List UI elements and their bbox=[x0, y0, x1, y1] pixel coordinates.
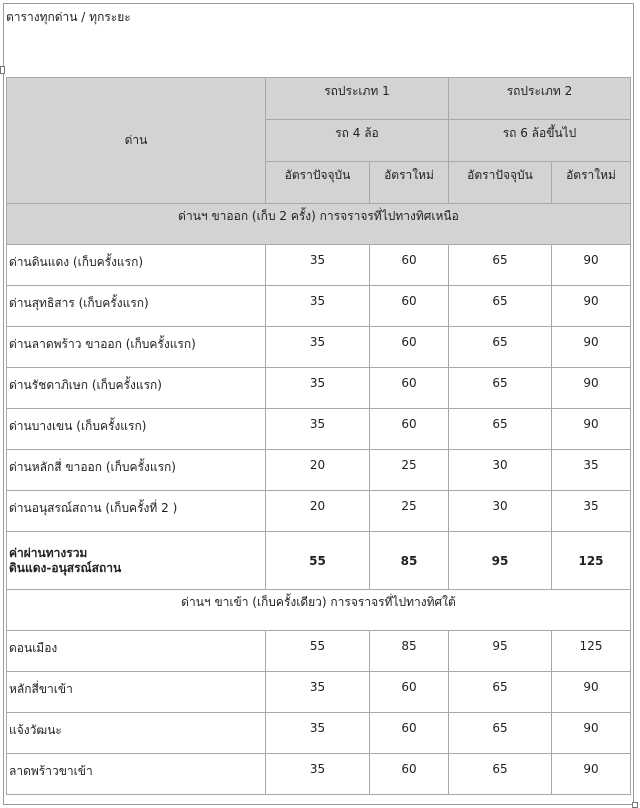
type2-new-rate: 90 bbox=[552, 368, 631, 409]
total-row bbox=[7, 532, 631, 590]
type2-new-rate: 90 bbox=[552, 754, 631, 795]
type1-current-rate: 35 bbox=[266, 245, 370, 286]
type1-current-rate: 35 bbox=[266, 368, 370, 409]
type1-current-rate: 35 bbox=[266, 672, 370, 713]
table-row bbox=[7, 491, 631, 532]
type2-current-rate: 95 bbox=[449, 631, 552, 672]
type1-current-rate: 20 bbox=[266, 450, 370, 491]
checkpoint-name: ด่านสุทธิสาร (เก็บครั้งแรก) bbox=[7, 286, 266, 327]
type1-header: รถประเภท 1 bbox=[266, 78, 449, 120]
checkpoint-name: หลักสี่ขาเข้า bbox=[7, 672, 266, 713]
type1-current-rate: 35 bbox=[266, 327, 370, 368]
type1-current-rate: 35 bbox=[266, 754, 370, 795]
checkpoint-name: ด่านดินแดง (เก็บครั้งแรก) bbox=[7, 245, 266, 286]
type1-current-rate: 35 bbox=[266, 713, 370, 754]
table-row bbox=[7, 286, 631, 327]
type2-new-rate: 90 bbox=[552, 672, 631, 713]
table-row bbox=[7, 368, 631, 409]
checkpoint-name: ลาดพร้าวขาเข้า bbox=[7, 754, 266, 795]
table-row bbox=[7, 754, 631, 795]
toll-rate-table bbox=[6, 77, 631, 795]
type2-current-rate: 65 bbox=[449, 368, 552, 409]
type2-current-rate: 65 bbox=[449, 754, 552, 795]
type2-current-rate: 30 bbox=[449, 491, 552, 532]
type1-new-rate: 85 bbox=[370, 631, 449, 672]
type1-current-rate: 35 bbox=[266, 286, 370, 327]
type2-current-rate: 65 bbox=[449, 245, 552, 286]
type1-new-rate: 25 bbox=[370, 491, 449, 532]
type2-header: รถประเภท 2 bbox=[449, 78, 631, 120]
type2-current-rate: 65 bbox=[449, 672, 552, 713]
type2-new-rate: 90 bbox=[552, 409, 631, 450]
type1-new-rate: 25 bbox=[370, 450, 449, 491]
layout-marker bbox=[0, 66, 5, 74]
table-row bbox=[7, 672, 631, 713]
type2-new-rate: 35 bbox=[552, 450, 631, 491]
type1-new-rate: 60 bbox=[370, 245, 449, 286]
wheels1-header: รถ 4 ล้อ bbox=[266, 120, 449, 162]
type2-new-rate: 35 bbox=[552, 491, 631, 532]
type2-current-rate: 65 bbox=[449, 286, 552, 327]
type1-new-rate: 60 bbox=[370, 672, 449, 713]
type1-new-rate: 60 bbox=[370, 327, 449, 368]
type2-new-rate: 90 bbox=[552, 713, 631, 754]
type2-new-rate-header: อัตราใหม่ bbox=[552, 162, 631, 204]
type2-new-rate: 125 bbox=[552, 631, 631, 672]
type1-new-rate: 60 bbox=[370, 286, 449, 327]
checkpoint-name: ดอนเมือง bbox=[7, 631, 266, 672]
total-type2-current-rate: 95 bbox=[449, 532, 552, 590]
type2-new-rate: 90 bbox=[552, 245, 631, 286]
total-label bbox=[7, 532, 266, 590]
total-type1-new-rate: 85 bbox=[370, 532, 449, 590]
type1-current-rate-header: อัตราปัจจุบัน bbox=[266, 162, 370, 204]
table-row bbox=[7, 631, 631, 672]
table-row bbox=[7, 409, 631, 450]
type1-current-rate: 55 bbox=[266, 631, 370, 672]
checkpoint-name: ด่านอนุสรณ์สถาน (เก็บครั้งที่ 2 ) bbox=[7, 491, 266, 532]
checkpoint-name: ด่านหลักสี่ ขาออก (เก็บครั้งแรก) bbox=[7, 450, 266, 491]
checkpoint-header: ด่าน bbox=[7, 78, 266, 204]
outbound-section-header: ด่านฯ ขาออก (เก็บ 2 ครั้ง) การจราจรที่ไปทางทิศเหนือ bbox=[7, 204, 631, 245]
table-row bbox=[7, 713, 631, 754]
checkpoint-name: ด่านบางเขน (เก็บครั้งแรก) bbox=[7, 409, 266, 450]
wheels2-header: รถ 6 ล้อขึ้นไป bbox=[449, 120, 631, 162]
type1-new-rate: 60 bbox=[370, 713, 449, 754]
type2-current-rate: 65 bbox=[449, 713, 552, 754]
type1-new-rate: 60 bbox=[370, 409, 449, 450]
inbound-section-header: ด่านฯ ขาเข้า (เก็บครั้งเดียว) การจราจรที่ไปทางทิศใต้ bbox=[7, 590, 631, 631]
type2-current-rate: 65 bbox=[449, 409, 552, 450]
type2-new-rate: 90 bbox=[552, 286, 631, 327]
resize-handle[interactable] bbox=[632, 802, 638, 808]
checkpoint-name: ด่านลาดพร้าว ขาออก (เก็บครั้งแรก) bbox=[7, 327, 266, 368]
checkpoint-name: แจ้งวัฒนะ bbox=[7, 713, 266, 754]
table-row bbox=[7, 450, 631, 491]
type1-new-rate: 60 bbox=[370, 368, 449, 409]
type1-new-rate-header: อัตราใหม่ bbox=[370, 162, 449, 204]
type1-new-rate: 60 bbox=[370, 754, 449, 795]
total-label-line1: ค่าผ่านทางรวม bbox=[9, 545, 88, 560]
type2-new-rate: 90 bbox=[552, 327, 631, 368]
total-type2-new-rate: 125 bbox=[552, 532, 631, 590]
table-caption: ตารางทุกด่าน / ทุกระยะ bbox=[6, 10, 131, 24]
type1-current-rate: 20 bbox=[266, 491, 370, 532]
type2-current-rate: 65 bbox=[449, 327, 552, 368]
type1-current-rate: 35 bbox=[266, 409, 370, 450]
type2-current-rate: 30 bbox=[449, 450, 552, 491]
table-row bbox=[7, 245, 631, 286]
table-row bbox=[7, 327, 631, 368]
total-label-line2: ดินแดง-อนุสรณ์สถาน bbox=[9, 560, 122, 575]
type2-current-rate-header: อัตราปัจจุบัน bbox=[449, 162, 552, 204]
checkpoint-name: ด่านรัชดาภิเษก (เก็บครั้งแรก) bbox=[7, 368, 266, 409]
total-type1-current-rate: 55 bbox=[266, 532, 370, 590]
